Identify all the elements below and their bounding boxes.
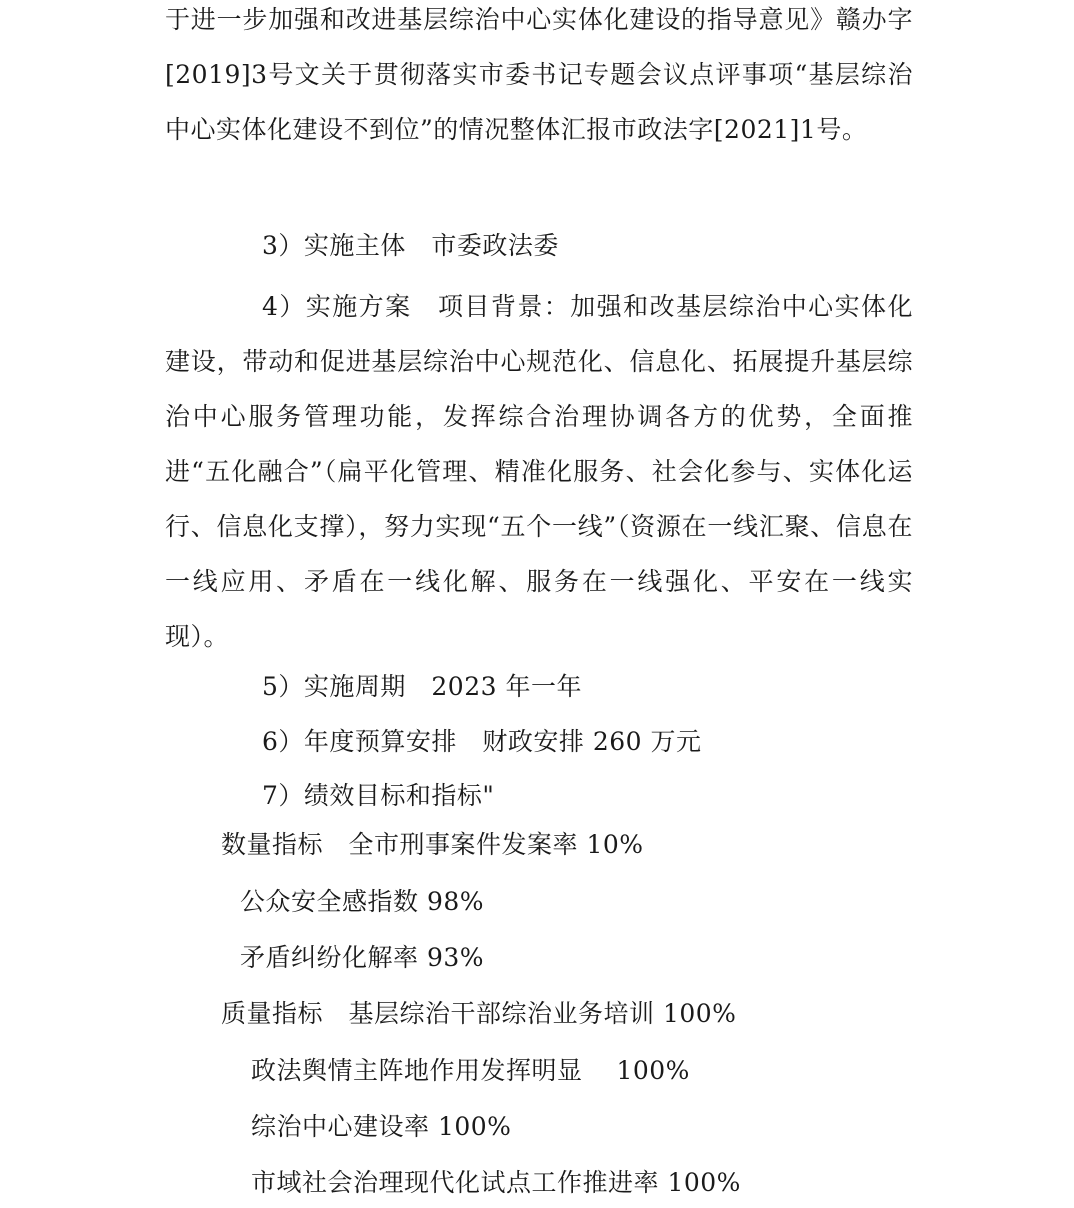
item-performance-targets: 7）绩效目标和指标" (262, 781, 495, 810)
quality-indicator-public-opinion: 政法舆情主阵地作用发挥明显 100% (251, 1056, 690, 1085)
item-implementing-body: 3）实施主体 市委政法委 (262, 231, 559, 260)
paragraph-policy-references: 于进一步加强和改进基层综治中心实体化建设的指导意见》赣办字[2019]3号文关于贯彻落实市委书记专题会议点评事项“基层综治中心实体化建设不到位”的情况整体汇报市政法字[2021]1号。 (165, 5, 913, 144)
paragraph-implementation-plan: 4）实施方案 项目背景：加强和改基层综治中心实体化建设，带动和促进基层综治中心规范化、信息化、拓展提升基层综治中心服务管理功能，发挥综合治理协调各方的优势，全面推进“五化融合”（扁平化管理、精准化服务、社会化参与、实体化运行、信息化支撑），努力实现“五个一线”（资源在一线汇聚、信息在一线应用、矛盾在一线化解、服务在一线强化、平安在一线实现）。 (165, 292, 913, 651)
quality-indicator-center-construction: 综治中心建设率 100% (251, 1112, 512, 1141)
item-annual-budget: 6）年度预算安排 财政安排 260 万元 (262, 727, 702, 756)
quality-indicator-pilot-progress: 市域社会治理现代化试点工作推进率 100% (251, 1168, 741, 1197)
quantity-indicator-dispute-resolution: 矛盾纠纷化解率 93% (240, 943, 485, 972)
quality-indicator-training: 质量指标 基层综治干部综治业务培训 100% (221, 999, 737, 1028)
item-implementation-period: 5）实施周期 2023 年一年 (262, 672, 582, 701)
quantity-indicator-public-safety: 公众安全感指数 98% (240, 887, 485, 916)
quantity-indicator-criminal-case-rate: 数量指标 全市刑事案件发案率 10% (221, 830, 644, 859)
